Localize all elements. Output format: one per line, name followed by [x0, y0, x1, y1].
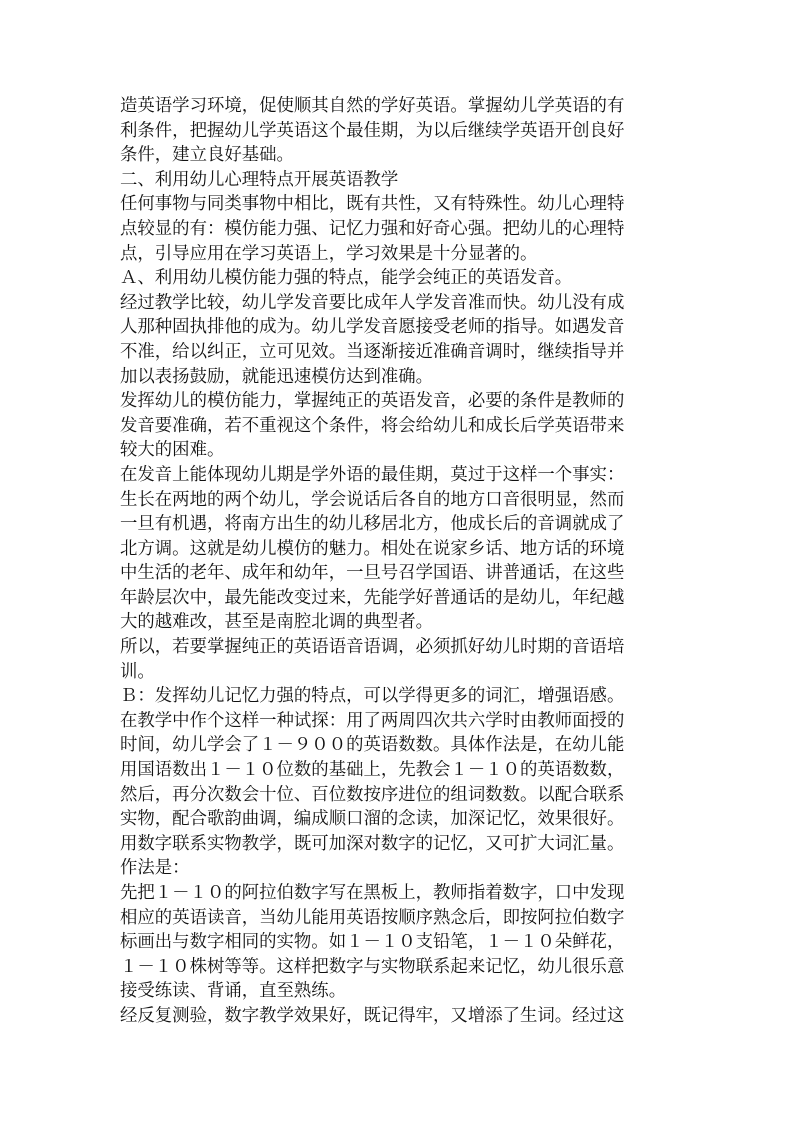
text-line-16: 在发音上能体现幼儿期是学外语的最佳期，莫过于这样一个事实： — [120, 464, 625, 485]
text-line-32: 作法是： — [120, 858, 190, 879]
text-line-12: 加以表扬鼓励，就能迅速模仿达到准确。 — [120, 366, 434, 387]
text-line-19: 北方调。这就是幼儿模仿的魅力。相处在说家乡话、地方话的环境 — [120, 538, 625, 559]
text-line-23: 所以，若要掌握纯正的英语语音语调，必须抓好幼儿时期的音语培 — [120, 637, 625, 658]
text-line-28: 用国语数出１－１０位数的基础上，先教会１－１０的英语数数， — [120, 760, 625, 781]
section-heading: 二、利用幼儿心理特点开展英语教学 — [120, 169, 399, 190]
text-line-27: 时间，幼儿学会了１－９００的英语数数。具体作法是，在幼儿能 — [120, 735, 625, 756]
text-line-29: 然后，再分次数会十位、百位数按序进位的组词数数。以配合联系 — [120, 784, 625, 805]
text-line-21: 年龄层次中，最先能改变过来，先能学好普通话的是幼儿，年纪越 — [120, 587, 625, 608]
text-line-3: 条件，建立良好基础。 — [120, 145, 294, 166]
text-line-36: １－１０株树等等。这样把数字与实物联系起来记忆，幼儿很乐意 — [120, 956, 625, 977]
text-line-22: 大的越难改，甚至是南腔北调的典型者。 — [120, 612, 434, 633]
text-line-11: 不准，给以纠正，立可见效。当逐渐接近准确音调时，继续指导并 — [120, 341, 625, 362]
text-line-10: 人那种固执排他的成为。幼儿学发音愿接受老师的指导。如遇发音 — [120, 317, 625, 338]
subheading-a: Ａ、利用幼儿模仿能力强的特点，能学会纯正的英语发音。 — [120, 268, 573, 289]
text-line-34: 相应的英语读音，当幼儿能用英语按顺序熟念后，即按阿拉伯数字 — [120, 907, 625, 928]
text-line-38: 经反复测验，数字教学效果好，既记得牢，又增添了生词。经过这 — [120, 1005, 625, 1026]
text-line-13: 发挥幼儿的模仿能力，掌握纯正的英语发音，必要的条件是教师的 — [120, 391, 625, 412]
text-line-6: 点较显的有：模仿能力强、记忆力强和好奇心强。把幼儿的心理特 — [120, 218, 625, 239]
text-line-15: 较大的困难。 — [120, 440, 225, 461]
text-line-5: 任何事物与同类事物中相比，既有共性，又有特殊性。幼儿心理特 — [120, 194, 625, 215]
subheading-b: Ｂ：发挥幼儿记忆力强的特点，可以学得更多的词汇，增强语感。 — [120, 686, 625, 707]
text-line-24: 训。 — [120, 661, 155, 682]
text-line-7: 点，引导应用在学习英语上，学习效果是十分显著的。 — [120, 243, 538, 264]
document-body — [120, 94, 680, 1029]
text-line-33: 先把１－１０的阿拉伯数字写在黑板上，教师指着数字，口中发现 — [120, 883, 625, 903]
text-line-20: 中生活的老年、成年和幼年，一旦号召学国语、讲普通话，在这些 — [120, 563, 625, 584]
text-line-17: 生长在两地的两个幼儿，学会说话后各自的地方口音很明显，然而 — [120, 489, 625, 510]
text-line-35: 标画出与数字相同的实物。如１－１０支铅笔，１－１０朵鲜花， — [120, 932, 625, 953]
text-line-1: 造英语学习环境，促使顺其自然的学好英语。掌握幼儿学英语的有 — [120, 96, 625, 116]
text-line-18: 一旦有机遇，将南方出生的幼儿移居北方，他成长后的音调就成了 — [120, 514, 625, 535]
text-line-37: 接受练读、背诵，直至熟练。 — [120, 981, 347, 1002]
text-line-30: 实物，配合歌韵曲调，编成顺口溜的念读，加深记忆，效果很好。 — [120, 809, 625, 830]
text-line-26: 在教学中作个这样一种试探：用了两周四次共六学时由教师面授的 — [120, 710, 625, 731]
text-line-2: 利条件，把握幼儿学英语这个最佳期，为以后继续学英语开创良好 — [120, 120, 625, 141]
text-line-14: 发音要准确，若不重视这个条件，将会给幼儿和成长后学英语带来 — [120, 415, 625, 436]
text-line-9: 经过教学比较，幼儿学发音要比成年人学发音准而快。幼儿没有成 — [120, 292, 625, 313]
text-line-31: 用数字联系实物教学，既可加深对数字的记忆，又可扩大词汇量。 — [120, 833, 625, 854]
